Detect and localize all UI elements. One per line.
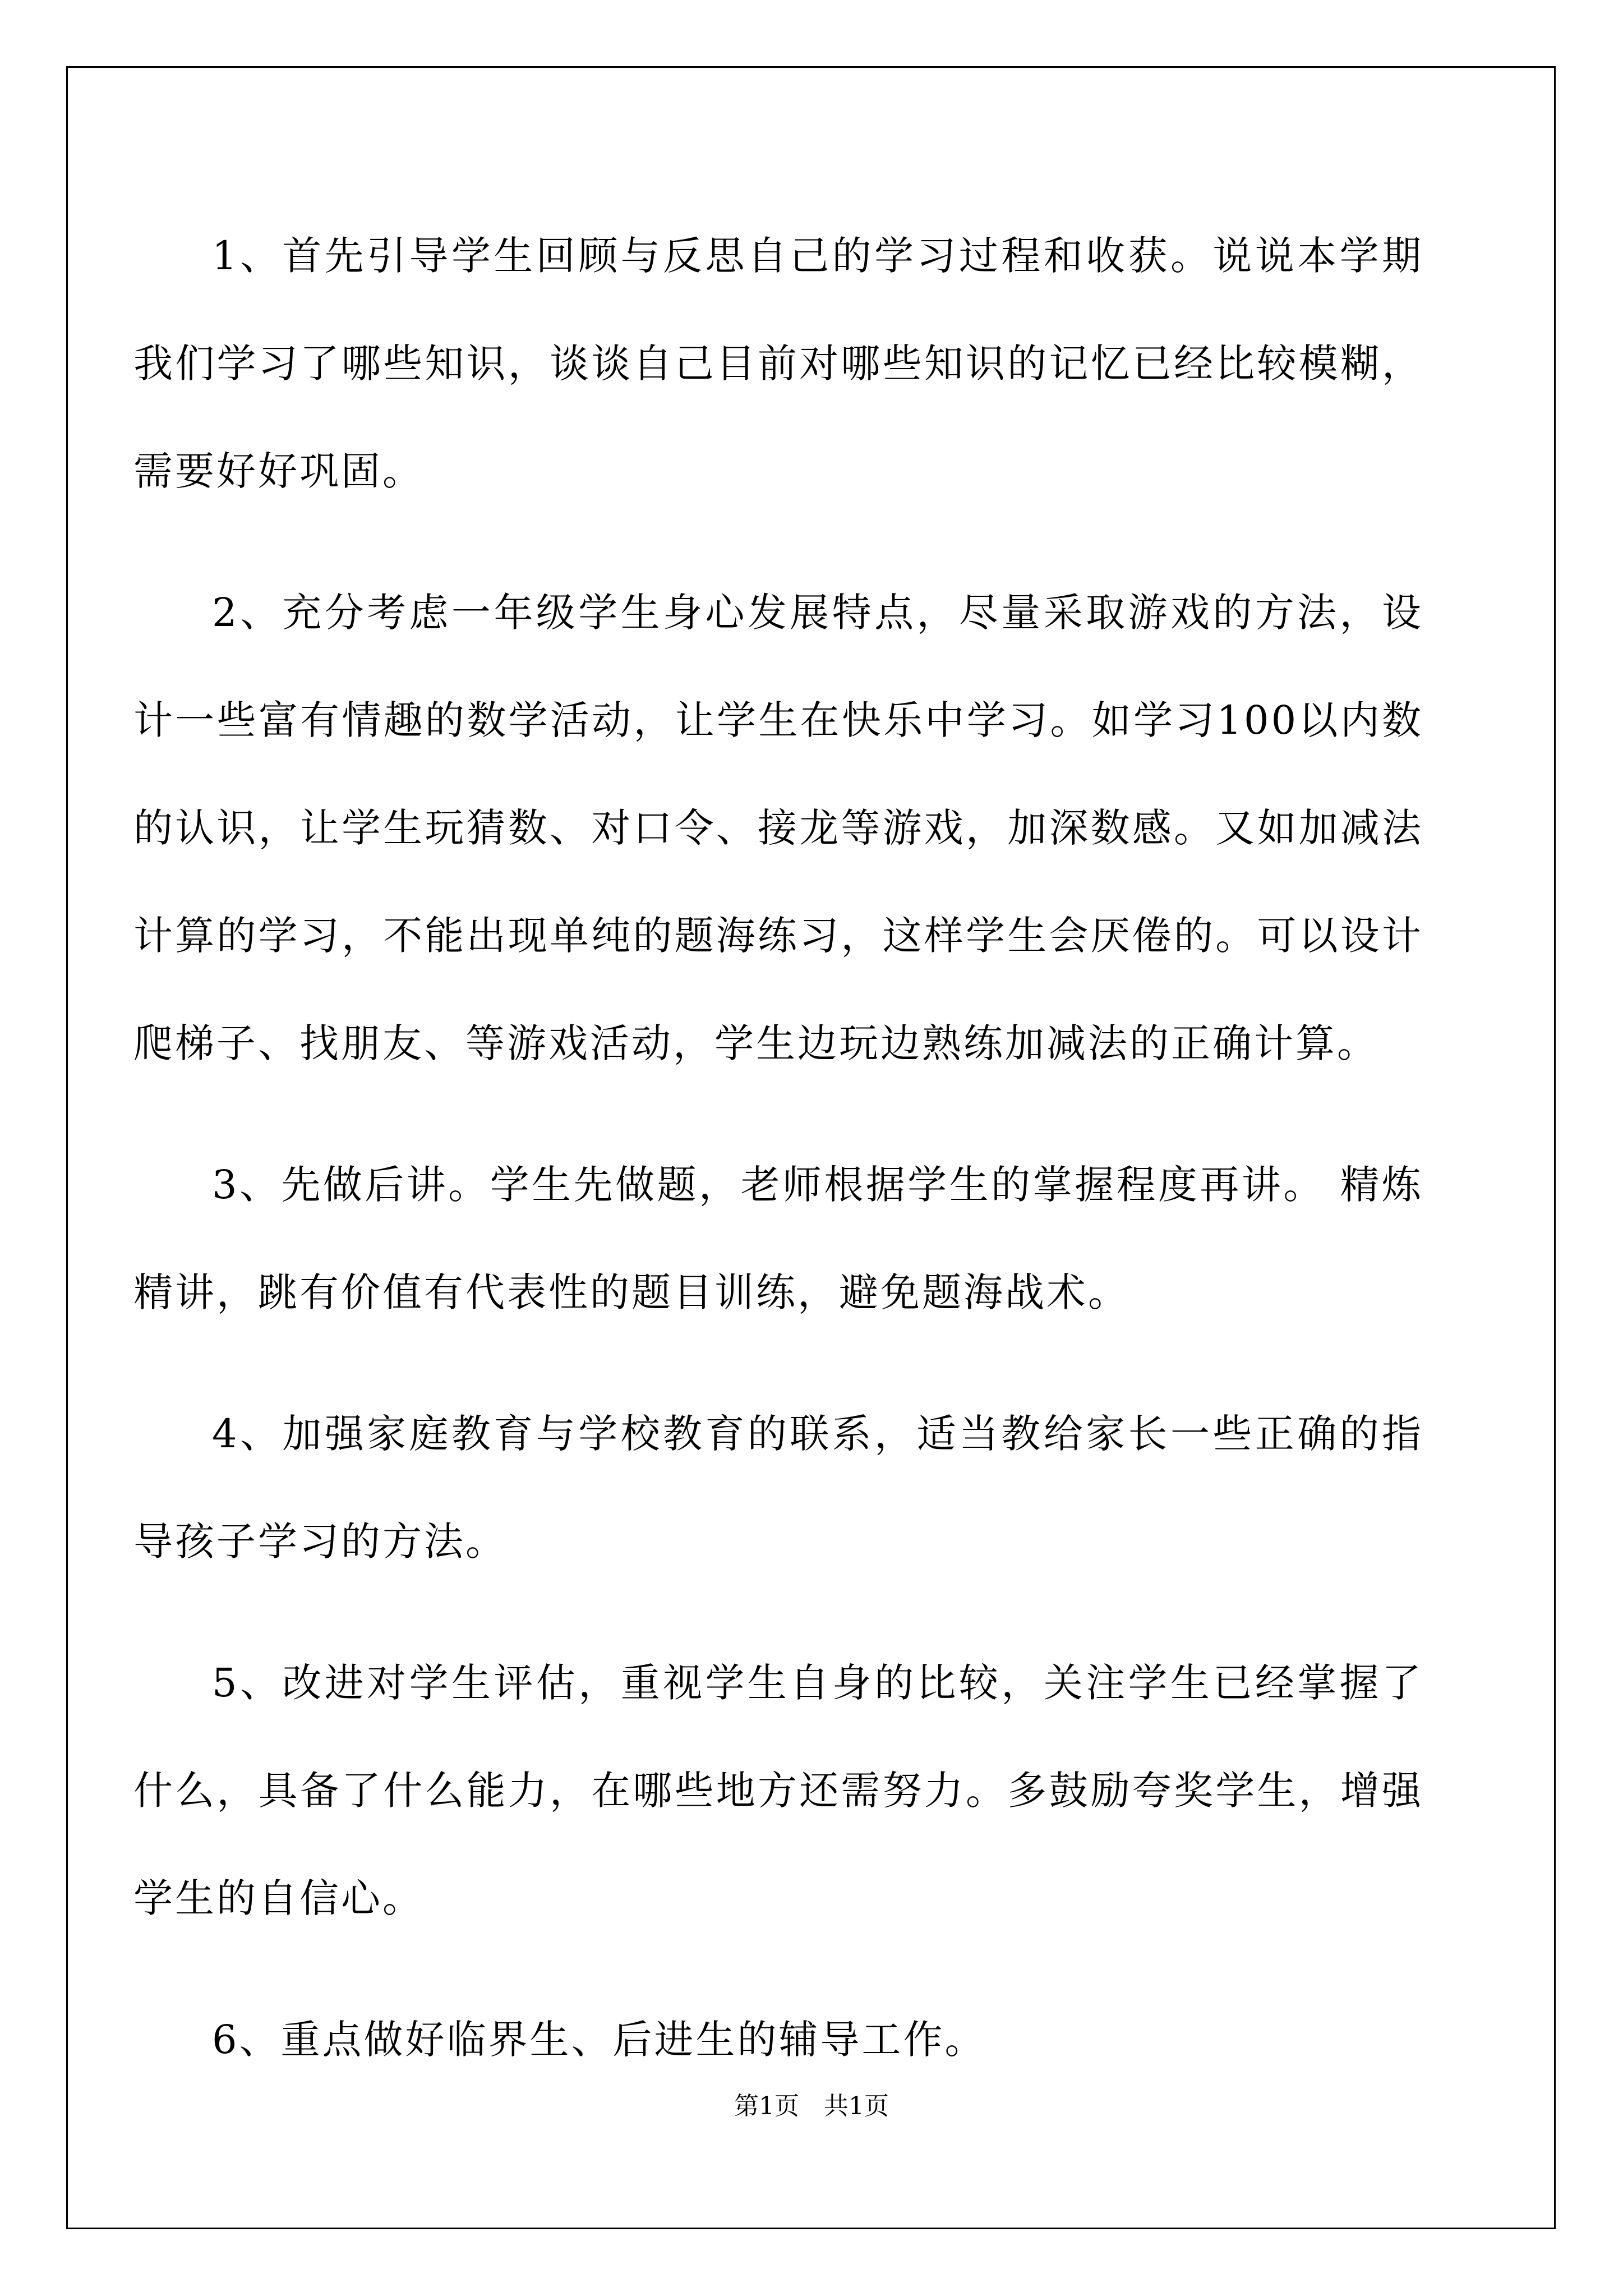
paragraph-6: 6、重点做好临界生、后进生的辅导工作。 [212, 2017, 986, 2063]
paragraph-3: 3、先做后讲。学生先做题，老师根据学生的掌握程度再讲。 精炼精讲，跳有价值有代表性的题目训练，避免题海战术。 [133, 1162, 1423, 1315]
document-body [133, 202, 1423, 2127]
paragraph-5: 5、改进对学生评估，重视学生自身的比较，关注学生已经掌握了什么，具备了什么能力，在哪些地方还需努力。多鼓励夸奖学生，增强学生的自信心。 [133, 1660, 1423, 1921]
page-footer: 第1页 共1页 [734, 2092, 889, 2120]
paragraph-2: 2、充分考虑一年级学生身心发展特点，尽量采取游戏的方法，设计一些富有情趣的数学活动，让学生在快乐中学习。如学习100以内数的认识，让学生玩猜数、对口令、接龙等游戏，加深数感。又如加减法计算的学习，不能出现单纯的题海练习，这样学生会厌倦的。可以设计爬梯子、找朋友、等游戏活动，学生边玩边熟练加减法的正确计算。 [133, 590, 1423, 1066]
paragraph-1: 1、首先引导学生回顾与反思自己的学习过程和收获。说说本学期我们学习了哪些知识，谈谈自己目前对哪些知识的记忆已经比较模糊，需要好好巩固。 [133, 233, 1423, 494]
paragraph-4: 4、加强家庭教育与学校教育的联系，适当教给家长一些正确的指导孩子学习的方法。 [133, 1411, 1423, 1565]
